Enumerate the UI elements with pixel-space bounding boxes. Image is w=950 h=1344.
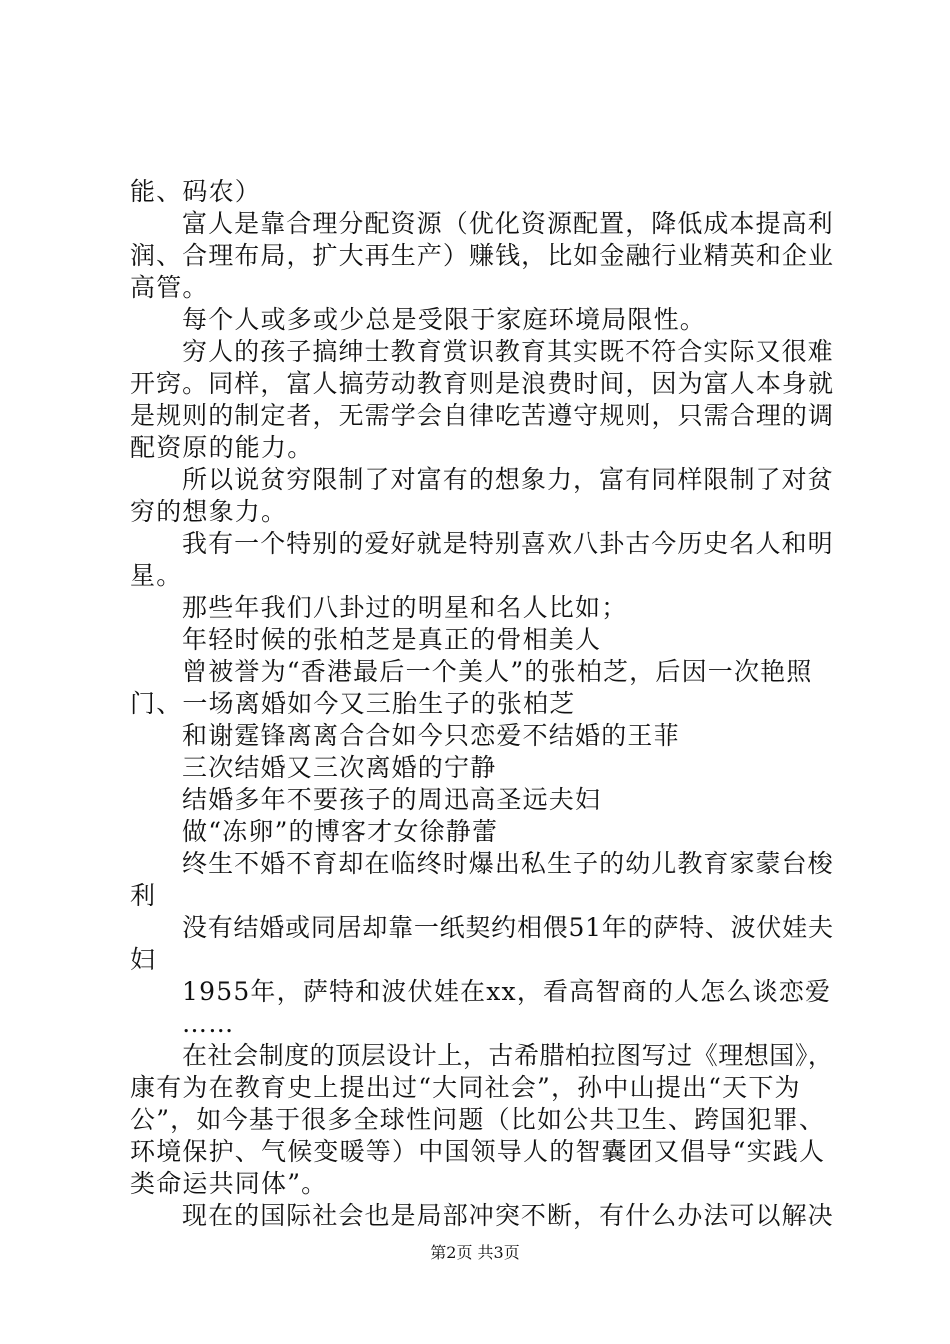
text-line: 康有为在教育史上提出过“大同社会”，孙中山提出“天下为: [130, 1073, 801, 1102]
text-line: 做“冻卵”的博客才女徐静蕾: [182, 817, 499, 846]
text-line: 曾被誉为“香港最后一个美人”的张柏芝，后因一次艳照: [182, 657, 813, 686]
text-line: 高管。: [130, 273, 209, 302]
text-line: 是规则的制定者，无需学会自律吃苦遵守规则，只需合理的调: [130, 401, 835, 430]
text-line: 开窍。同样，富人搞劳动教育则是浪费时间，因为富人本身就: [130, 369, 835, 398]
text-line: 能、码农）: [130, 177, 262, 206]
text-line: 类命运共同体”。: [130, 1169, 328, 1198]
text-line: 结婚多年不要孩子的周迅高圣远夫妇: [182, 785, 602, 814]
text-line: 没有结婚或同居却靠一纸契约相偎51年的萨特、波伏娃夫: [182, 913, 834, 942]
text-line: 穷的想象力。: [130, 497, 288, 526]
text-line: 所以说贫穷限制了对富有的想象力，富有同样限制了对贫: [182, 465, 834, 494]
text-line: 年轻时候的张柏芝是真正的骨相美人: [182, 625, 602, 654]
text-line: 1955年，萨特和波伏娃在xx，看高智商的人怎么谈恋爱: [182, 977, 832, 1006]
text-line: ……: [182, 1009, 235, 1038]
text-line: 和谢霆锋离离合合如今只恋爱不结婚的王菲: [182, 721, 680, 750]
text-line: 星。: [130, 561, 183, 590]
text-line: 公”，如今基于很多全球性问题（比如公共卫生、跨国犯罪、: [130, 1105, 826, 1134]
text-line: 妇: [130, 945, 157, 974]
text-line: 门、一场离婚如今又三胎生子的张柏芝: [130, 689, 576, 718]
text-line: 利: [130, 881, 157, 910]
text-line: 三次结婚又三次离婚的宁静: [182, 753, 497, 782]
text-line: 我有一个特别的爱好就是特别喜欢八卦古今历史名人和明: [182, 529, 834, 558]
text-line: 配资原的能力。: [130, 433, 314, 462]
text-line: 终生不婚不育却在临终时爆出私生子的幼儿教育家蒙台梭: [182, 849, 834, 878]
text-line: 润、合理布局，扩大再生产）赚钱，比如金融行业精英和企业: [130, 241, 835, 270]
text-line: 在社会制度的顶层设计上，古希腊柏拉图写过《理想国》，: [182, 1041, 834, 1070]
text-line: 现在的国际社会也是局部冲突不断，有什么办法可以解决: [182, 1201, 834, 1230]
text-line: 每个人或多或少总是受限于家庭环境局限性。: [182, 305, 707, 334]
text-line: 富人是靠合理分配资源（优化资源配置，降低成本提高利: [182, 209, 834, 238]
text-line: 环境保护、气候变暖等）中国领导人的智囊团又倡导“实践人: [130, 1137, 826, 1166]
body-text: [130, 176, 835, 1232]
text-line: 穷人的孩子搞绅士教育赏识教育其实既不符合实际又很难: [182, 337, 834, 366]
text-line: 那些年我们八卦过的明星和名人比如；: [182, 593, 628, 622]
page-footer: 第2页 共3页: [430, 1243, 520, 1262]
